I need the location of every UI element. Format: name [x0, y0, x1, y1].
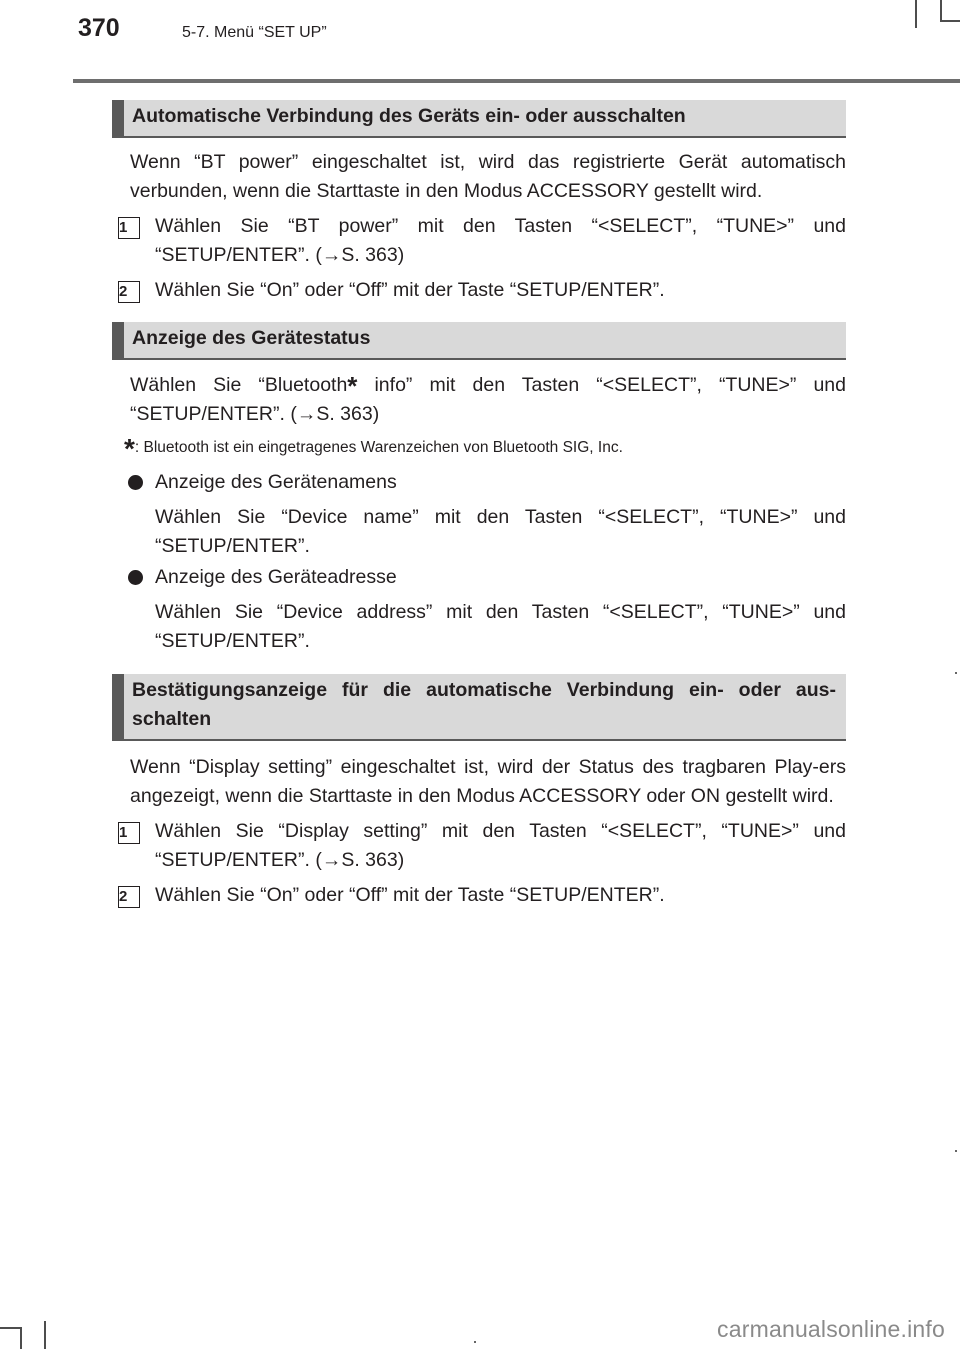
step-text: Wählen Sie “On” oder “Off” mit der Taste “SETUP/ENTER”.	[155, 884, 665, 906]
intro-text: Wählen Sie “Bluetooth	[130, 374, 348, 396]
crop-mark	[915, 0, 917, 28]
bullet-item-text: Wählen Sie “Device name” mit den Tasten “<SELECT”, “TUNE>” und “SETUP/ENTER”.	[155, 506, 846, 557]
step-item	[112, 276, 846, 305]
header-rule	[73, 79, 960, 83]
crop-mark	[44, 1321, 46, 1349]
crop-mark	[20, 1327, 22, 1349]
footnote-asterisk: *	[124, 433, 135, 464]
step-number-badge: 2	[118, 886, 140, 908]
step-number-badge: 2	[118, 281, 140, 303]
crop-mark	[0, 1327, 22, 1329]
section-heading-confirm-display: Bestätigungsanzeige für die automatische Verbindung ein- oder aus-schalten	[112, 674, 846, 741]
bullet-item-title	[112, 468, 846, 497]
page-content	[112, 100, 846, 910]
auto-connect-intro: Wenn “BT power” eingeschaltet ist, wird das registrierte Gerät automatisch verbunden, wenn die Starttaste in den Modus ACCESSORY gestellt wird.	[130, 151, 846, 202]
crop-dot	[955, 1150, 957, 1152]
watermark: carmanualsonline.info	[717, 1316, 945, 1342]
footnote	[124, 433, 846, 464]
step-item	[112, 212, 846, 270]
bullet-icon	[128, 570, 143, 585]
section-heading-device-status: Anzeige des Gerätestatus	[112, 322, 846, 360]
crop-dot	[474, 1341, 476, 1343]
crop-mark	[940, 0, 942, 22]
intro-text: info” mit den Tasten “<SELECT”, “TUNE>” und “SETUP/ENTER”. (→S. 363)	[130, 374, 846, 425]
footnote-marker: *	[347, 371, 358, 401]
page-number: 370	[78, 14, 120, 42]
step-text: Wählen Sie “Display setting” mit den Tasten “<SELECT”, “TUNE>” und “SETUP/ENTER”. (→S. 363)	[155, 820, 846, 871]
bullet-title-text: Anzeige des Gerätenamens	[155, 471, 397, 493]
confirm-display-intro: Wenn “Display setting” eingeschaltet ist, wird der Status des tragbaren Play-ers angezeigt, wenn die Starttaste in den Modus ACCESSORY oder ON gestellt wird.	[130, 756, 846, 807]
crop-dot	[955, 672, 957, 674]
bullet-item-text: Wählen Sie “Device address” mit den Tasten “<SELECT”, “TUNE>” und “SETUP/ENTER”.	[155, 601, 846, 652]
step-text: Wählen Sie “BT power” mit den Tasten “<SELECT”, “TUNE>” und “SETUP/ENTER”. (→S. 363)	[155, 215, 846, 266]
section-reference: 5-7. Menü “SET UP”	[182, 24, 327, 41]
bullet-title-text: Anzeige des Geräteadresse	[155, 566, 397, 588]
bullet-item-title	[112, 563, 846, 592]
step-item	[112, 817, 846, 875]
step-number-badge: 1	[118, 822, 140, 844]
step-number-badge: 1	[118, 217, 140, 239]
device-status-intro	[130, 371, 846, 429]
step-text: Wählen Sie “On” oder “Off” mit der Taste “SETUP/ENTER”.	[155, 279, 665, 301]
footnote-text: : Bluetooth ist ein eingetragenes Warenzeichen von Bluetooth SIG, Inc.	[134, 439, 623, 456]
bullet-icon	[128, 475, 143, 490]
step-item	[112, 881, 846, 910]
crop-mark	[940, 20, 960, 22]
section-heading-auto-connect: Automatische Verbindung des Geräts ein- oder ausschalten	[112, 100, 846, 138]
